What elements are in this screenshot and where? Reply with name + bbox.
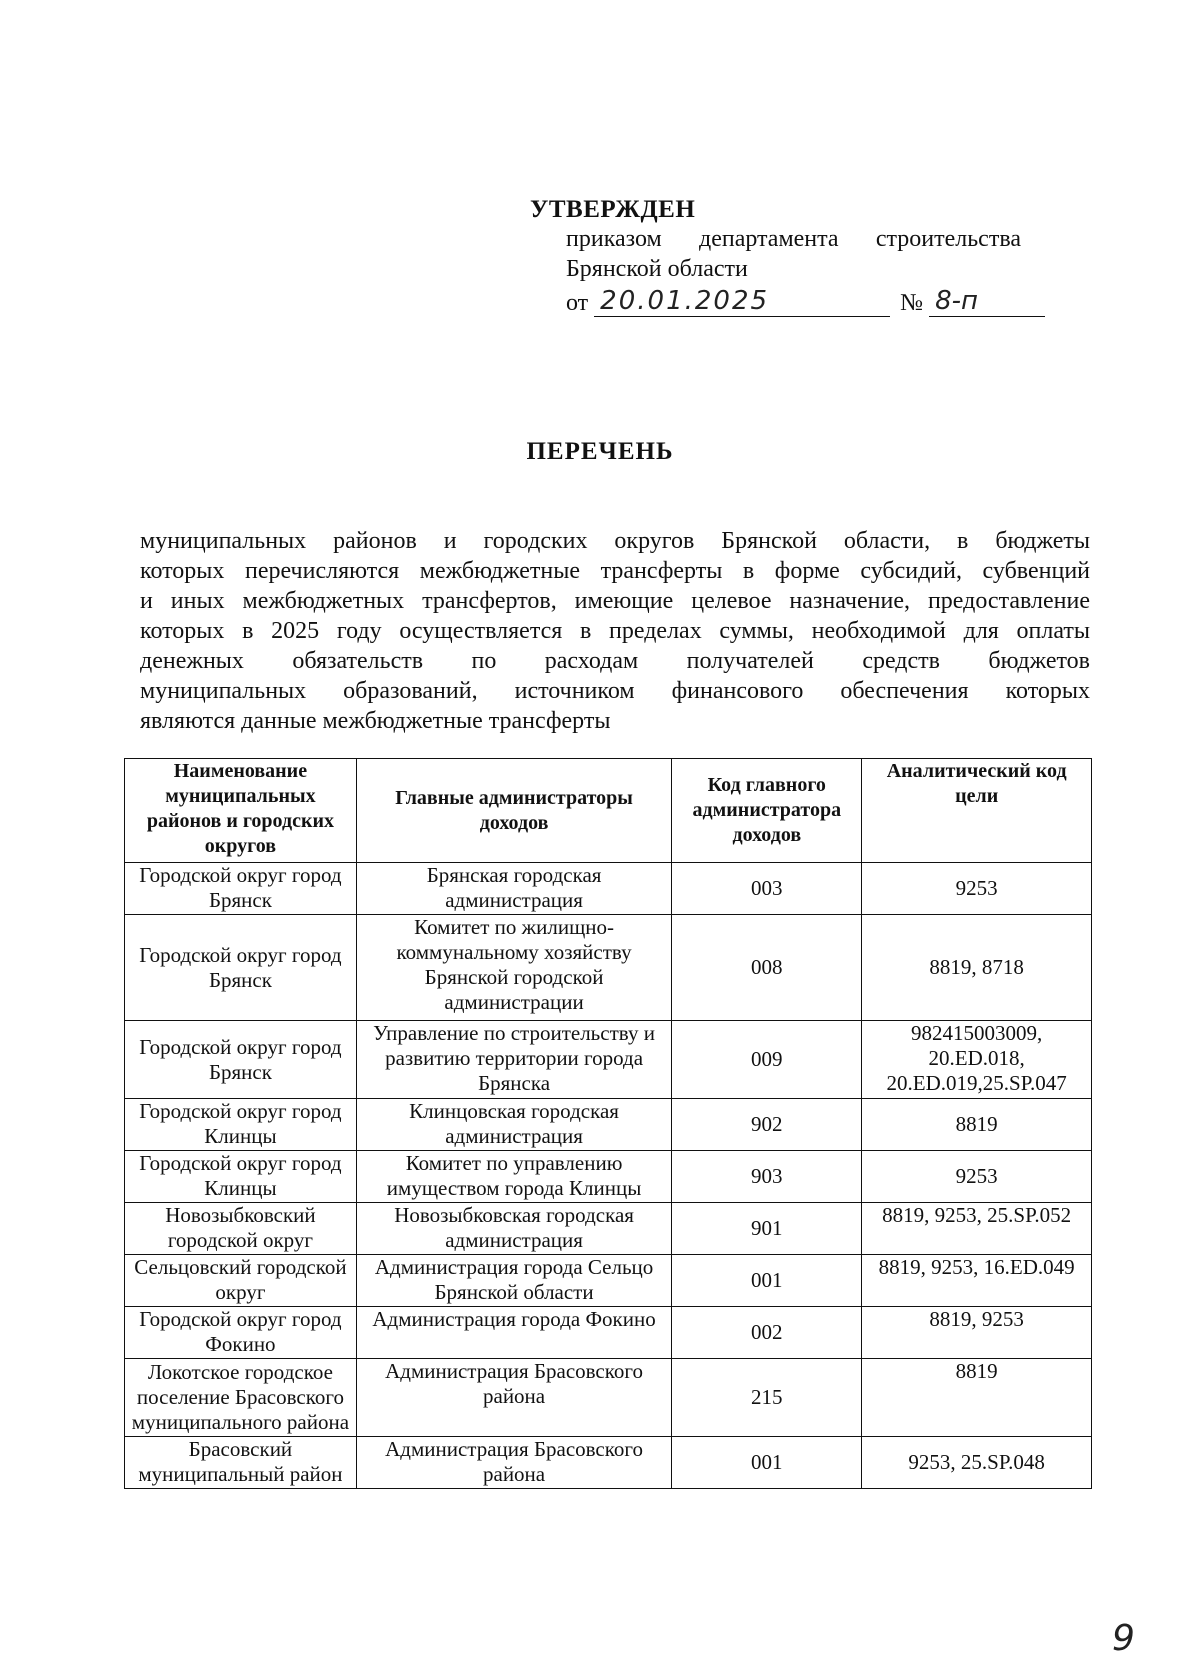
- cell-municipality: Городской округ город Клинцы: [125, 1151, 357, 1203]
- cell-administrator: Брянская городская администрация: [356, 863, 671, 915]
- approval-word-order: приказом: [566, 226, 662, 252]
- cell-administrator: Клинцовская городская администрация: [356, 1099, 671, 1151]
- cell-code: 009: [672, 1021, 862, 1099]
- cell-target: 8819, 9253: [862, 1307, 1092, 1359]
- approval-heading: УТВЕРЖДЕН: [530, 196, 696, 223]
- table-row: [125, 1307, 1092, 1359]
- page-title: ПЕРЕЧЕНЬ: [526, 438, 674, 465]
- description-line: и иных межбюджетных трансфертов, имеющие целевое назначение, предоставление: [140, 588, 1090, 614]
- table-row: [125, 915, 1092, 1021]
- cell-municipality: Городской округ город Клинцы: [125, 1099, 357, 1151]
- approval-date-number-line: [566, 286, 1050, 317]
- table-row: [125, 1203, 1092, 1255]
- cell-code: 001: [672, 1255, 862, 1307]
- cell-municipality: Городской округ город Брянск: [125, 1021, 357, 1099]
- cell-municipality: Брасовский муниципальный район: [125, 1437, 357, 1489]
- cell-target: 9253: [862, 1151, 1092, 1203]
- cell-administrator: Администрация города Фокино: [356, 1307, 671, 1359]
- description-line: являются данные межбюджетные трансферты: [140, 708, 611, 734]
- approval-word-construction: строительства: [875, 226, 1021, 252]
- header-code: Код главного администратора доходов: [672, 759, 862, 863]
- cell-administrator: Администрация Брасовского района: [356, 1437, 671, 1489]
- cell-administrator: Новозыбковская городская администрация: [356, 1203, 671, 1255]
- cell-code: 215: [672, 1359, 862, 1437]
- header-administrator: Главные администраторы доходов: [356, 759, 671, 863]
- cell-target: 8819, 9253, 16.ED.049: [862, 1255, 1092, 1307]
- cell-code: 901: [672, 1203, 862, 1255]
- cell-target: 8819: [862, 1359, 1092, 1437]
- description-line: муниципальных образований, источником финансового обеспечения которых: [140, 678, 1090, 704]
- table-row: [125, 1437, 1092, 1489]
- cell-municipality: Новозыбковский городской округ: [125, 1203, 357, 1255]
- description-line: которых в 2025 году осуществляется в пределах суммы, необходимой для оплаты: [140, 618, 1090, 644]
- table-row: [125, 1151, 1092, 1203]
- cell-administrator: Управление по строительству и развитию территории города Брянска: [356, 1021, 671, 1099]
- description: [140, 526, 1090, 736]
- cell-target: 8819: [862, 1099, 1092, 1151]
- cell-target: 9253, 25.SP.048: [862, 1437, 1092, 1489]
- from-label: от: [566, 290, 589, 316]
- cell-code: 003: [672, 863, 862, 915]
- approval-region: Брянской области: [566, 256, 748, 282]
- cell-target: 8819, 9253, 25.SP.052: [862, 1203, 1092, 1255]
- transfers-table: [124, 758, 1092, 1489]
- number-label: №: [900, 290, 924, 316]
- cell-administrator: Администрация Брасовского района: [356, 1359, 671, 1437]
- cell-code: 002: [672, 1307, 862, 1359]
- cell-administrator: Комитет по управлению имуществом города Клинцы: [356, 1151, 671, 1203]
- table-row: [125, 1255, 1092, 1307]
- cell-code: 903: [672, 1151, 862, 1203]
- cell-code: 008: [672, 915, 862, 1021]
- table-header-row: [125, 759, 1092, 863]
- cell-municipality: Локотское городское поселение Брасовского муниципального района: [125, 1359, 357, 1437]
- description-line: которых перечисляются межбюджетные трансферты в форме субсидий, субвенций: [140, 558, 1090, 584]
- handwritten-date: 20.01.2025: [594, 286, 890, 317]
- table-row: [125, 863, 1092, 915]
- page-number: 9: [1112, 1618, 1135, 1659]
- cell-target: 8819, 8718: [862, 915, 1092, 1021]
- table-row: [125, 1021, 1092, 1099]
- approval-block: [530, 196, 1050, 317]
- cell-administrator: Комитет по жилищно-коммунальному хозяйству Брянской городской администрации: [356, 915, 671, 1021]
- header-target: Аналитический код цели: [862, 759, 1092, 863]
- cell-administrator: Администрация города Сельцо Брянской области: [356, 1255, 671, 1307]
- description-line: муниципальных районов и городских округов Брянской области, в бюджеты: [140, 528, 1090, 554]
- table-row: [125, 1359, 1092, 1437]
- description-line: денежных обязательств по расходам получателей средств бюджетов: [140, 648, 1090, 674]
- table-row: [125, 1099, 1092, 1151]
- approval-order-line: [566, 224, 1021, 254]
- cell-code: 001: [672, 1437, 862, 1489]
- cell-municipality: Городской округ город Брянск: [125, 915, 357, 1021]
- cell-municipality: Сельцовский городской округ: [125, 1255, 357, 1307]
- approval-word-department: департамента: [698, 226, 839, 252]
- header-municipality: Наименование муниципальных районов и городских округов: [125, 759, 357, 863]
- cell-code: 902: [672, 1099, 862, 1151]
- handwritten-number: 8-п: [929, 286, 1045, 317]
- cell-target: 9253: [862, 863, 1092, 915]
- cell-target: 982415003009, 20.ED.018, 20.ED.019,25.SP.047: [862, 1021, 1092, 1099]
- cell-municipality: Городской округ город Брянск: [125, 863, 357, 915]
- cell-municipality: Городской округ город Фокино: [125, 1307, 357, 1359]
